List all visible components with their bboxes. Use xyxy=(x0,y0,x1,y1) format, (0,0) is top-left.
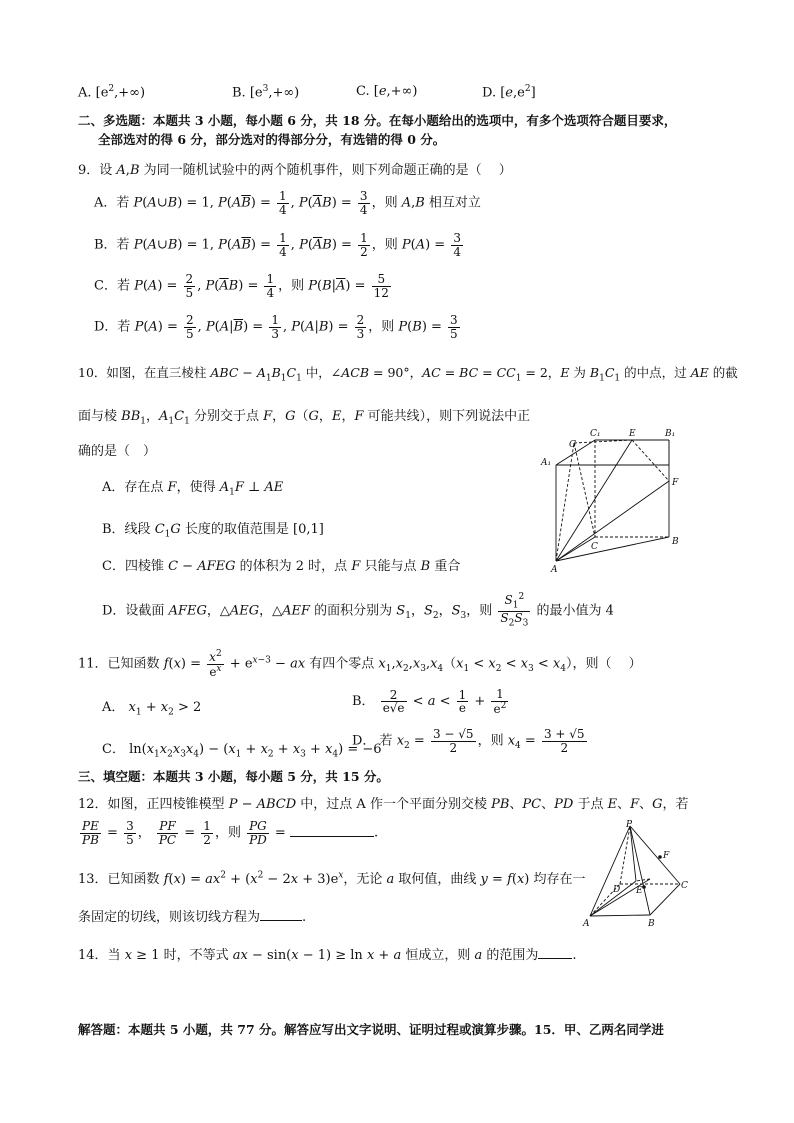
q13-line2: 条固定的切线，则该切线方程为 . xyxy=(78,910,307,925)
label-G: G xyxy=(569,440,577,450)
label-B: B xyxy=(648,919,655,929)
prism-figure xyxy=(535,425,695,575)
label-F: F xyxy=(672,478,679,488)
section2-heading-line1: 二、多选题：本题共 3 小题，每小题 6 分，共 18 分。在每小题给出的选项中，有多个选项符合题目要求， xyxy=(78,113,677,128)
q12-line2: $\frac{PE}{PB}$ = $\frac{3}{5}$ ， $\frac{PF}{PC}$ = $\frac{1}{2}$ ，则 $\frac{PG}{PD}$ = . xyxy=(82,819,379,847)
q9-stem: 9．设 A,B 为同一随机试验中的两个随机事件，则下列命题正确的是（ ） xyxy=(78,163,512,178)
label-C1: C₁ xyxy=(590,429,601,439)
q10-option-b: B．线段 $C_1G$ 长度的取值范围是 [0,1] xyxy=(102,522,324,540)
point-E-marker xyxy=(642,885,646,889)
q11-stem: 11．已知函数 f(x) = $\frac{x^2}{e^x}$ + $e^{x-3}$ − ax 有四个零点 $x_1,x_2,x_3,x_4(x_1 < x_2 < x_3 < x_4)$，则（ ） xyxy=(78,649,642,679)
point-F-marker xyxy=(658,855,662,859)
label-F: F xyxy=(663,851,670,861)
q11-option-a: A． $x_1 + x_2 > 2$ xyxy=(102,700,202,718)
label-A: A xyxy=(551,565,558,575)
q8-option-d: D. $[e,e^2]$ xyxy=(482,84,536,101)
label-E: E xyxy=(636,886,643,896)
section3-heading: 三、填空题：本题共 3 小题，每小题 5 分，共 15 分。 xyxy=(78,769,389,784)
label-B1: B₁ xyxy=(665,429,676,439)
q14-answer-blank[interactable] xyxy=(538,946,572,959)
label-A1: A₁ xyxy=(541,458,552,468)
q10-stem-line2: 面与棱 $BB_1$，$A_1C_1$ 分别交于点 F，G（G，E，F 可能共线），则下列说法中正 xyxy=(78,409,531,427)
section2-heading-line2: 全部选对的得 6 分，部分选对的得部分分，有选错的得 0 分。 xyxy=(98,132,446,147)
q10-stem-line1: 10．如图，在直三棱柱 ABC − $A_1B_1C_1$ 中，∠ACB = 90°，AC = BC = $CC_1 = 2$，E 为 $B_1C_1$ 的中点，过 AE 的截 xyxy=(78,365,738,384)
q11-option-b: B． $\frac{2}{e√e}$ < a < $\frac{1}{e}$ + $\frac{1}{e^2}$ xyxy=(352,687,507,716)
q8-option-c: C. [e,+∞) xyxy=(356,84,418,99)
q10-stem-line3: 确的是（ ） xyxy=(78,444,157,459)
label-P: P xyxy=(626,820,633,830)
q12-answer-blank[interactable] xyxy=(290,824,374,837)
pyramid-figure xyxy=(580,818,695,930)
q8-option-b: B. $[e^3,+\infty)$ xyxy=(232,84,300,101)
q12-line1: 12．如图，正四棱锥模型 P − ABCD 中，过点 A 作一个平面分别交棱 PB、PC、PD 于点 E、F、G，若 xyxy=(78,797,689,812)
q9-option-d: D．若 P(A) = $\frac{2}{5}$ , $P(A|\overline{B})$ = $\frac{1}{3}$ , P(A|B) = $\frac{2}{3}$ ，则 P(B) = $\frac{3}{5}$ xyxy=(94,313,458,341)
q10-option-d: D．设截面 AFEG，△AEG，△AEF 的面积分别为 $S_1$，$S_2$，$S_3$，则 $\frac{S_1^2}{S_2S_3}$ 的最小值为 4 xyxy=(102,592,614,629)
label-D: D xyxy=(613,885,621,895)
label-A: A xyxy=(583,919,590,929)
q14: 14．当 x ≥ 1 时，不等式 ax − sin(x − 1) ≥ ln x + a 恒成立，则 a 的范围为 . xyxy=(78,948,577,963)
q11-option-d: D． 若 $x_2$ = $\frac{3 - √5}{2}$ ，则 $x_4$ = $\frac{3 + √5}{2}$ xyxy=(352,727,585,755)
label-E: E xyxy=(629,429,636,439)
q9-option-a: A．若 P(A∪B) = 1, $P(A\overline{B})$ = $\frac{1}{4}$ , $P(\overline{A}B)$ = $\frac{3}{4}$ ，则 A,B 相互对立 xyxy=(94,189,481,217)
section4-heading: 解答题：本题共 5 小题，共 77 分。解答应写出文字说明、证明过程或演算步骤。15．甲、乙两名同学进 xyxy=(78,1022,664,1037)
q10-option-c: C．四棱锥 C − AFEG 的体积为 2 时，点 F 只能与点 B 重合 xyxy=(102,559,461,574)
label-C: C xyxy=(681,881,688,891)
q13-answer-blank[interactable] xyxy=(260,908,302,921)
label-B: B xyxy=(672,537,679,547)
q8-option-a: A. $[e^2,+\infty)$ xyxy=(78,84,146,101)
q9-option-b: B．若 P(A∪B) = 1, $P(A\overline{B})$ = $\frac{1}{4}$ , $P(\overline{A}B)$ = $\frac{1}{2}$ ，则 P(A) = $\frac{3}{4}$ xyxy=(94,231,461,259)
q9-option-c: C．若 P(A) = $\frac{2}{5}$ , $P(\overline{A}B)$ = $\frac{1}{4}$ ，则 $P(B|\overline{A})$ = $\frac{5}{12}$ xyxy=(94,272,389,300)
q13-line1: 13．已知函数 $f(x) = ax^2 + (x^2 - 2x + 3)e^x$，无论 a 取何值，曲线 y = f(x) 均存在一 xyxy=(78,870,586,887)
q11-option-c: C． $\ln(x_1x_2x_3x_4) - (x_1 + x_2 + x_3 + x_4) = -6$ xyxy=(102,742,382,760)
label-C: C xyxy=(591,542,598,552)
q10-option-a: A．存在点 F，使得 $A_1F$ ⊥ AE xyxy=(102,480,284,498)
